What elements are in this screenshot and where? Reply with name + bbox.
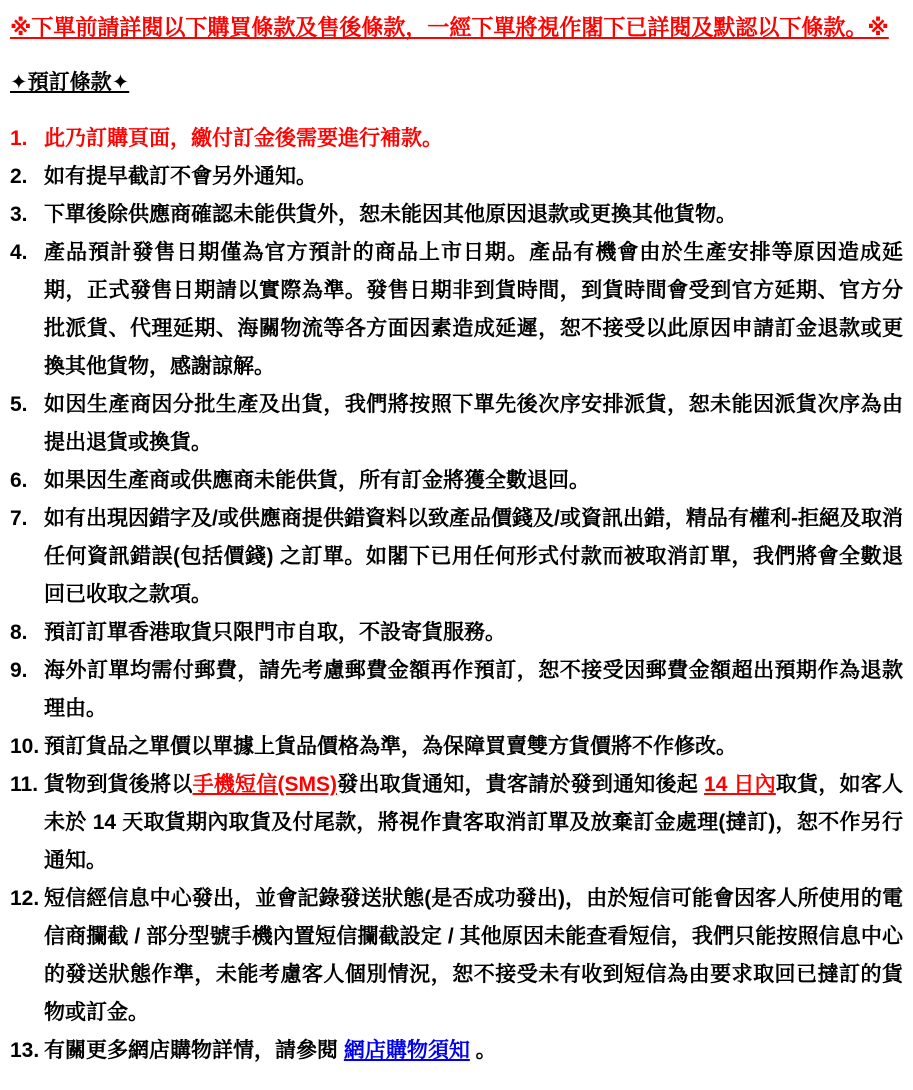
term-text	[44, 196, 903, 234]
highlighted-text: 手機短信(SMS)	[192, 772, 337, 796]
term-item	[10, 462, 903, 500]
term-number: 12.	[10, 886, 40, 910]
term-number: 10.	[10, 734, 40, 758]
term-segment: 海外訂單均需付郵費，請先考慮郵費金額再作預訂，恕不接受因郵費金額超出預期作為退款理由。	[44, 658, 903, 720]
term-text	[44, 120, 903, 158]
term-segment: 產品預計發售日期僅為官方預計的商品上市日期。產品有機會由於生產安排等原因造成延期，正式發售日期請以實際為準。發售日期非到貨時間，到貨時間會受到官方延期、官方分批派貨、代理延期、海關物流等各方面因素造成延遲，恕不接受以此原因申請訂金退款或更換其他貨物，感謝諒解。	[44, 240, 903, 378]
term-text	[44, 766, 903, 880]
term-text	[44, 500, 903, 614]
term-number: 11.	[10, 772, 39, 796]
term-text	[44, 386, 903, 462]
term-segment: 發出取貨通知，貴客請於發到通知後起	[336, 772, 705, 796]
term-item	[10, 766, 903, 880]
term-text	[44, 880, 903, 1032]
term-item	[10, 158, 903, 196]
term-item	[10, 234, 903, 386]
term-segment: 預訂貨品之單價以單據上貨品價格為準，為保障買賣雙方貨價將不作修改。	[44, 734, 737, 758]
term-item	[10, 614, 903, 652]
term-item	[10, 728, 903, 766]
term-segment: 如果因生產商或供應商未能供貨，所有訂金將獲全數退回。	[44, 468, 590, 492]
term-number: 5.	[10, 392, 28, 416]
highlighted-text: 14 日內	[704, 772, 776, 796]
term-segment: 貨物到貨後將以	[44, 772, 193, 796]
term-item	[10, 386, 903, 462]
term-number: 13.	[10, 1038, 40, 1062]
term-text	[44, 1032, 903, 1070]
term-segment: 下單後除供應商確認未能供貨外，恕未能因其他原因退款或更換其他貨物。	[44, 202, 737, 226]
term-segment: 如因生產商因分批生產及出貨，我們將按照下單先後次序安排派貨，恕未能因派貨次序為由提出退貨或換貨。	[44, 392, 903, 454]
purchase-warning-banner: ※下單前請詳閱以下購買條款及售後條款，一經下單將視作閣下已詳閱及默認以下條款。※	[10, 15, 889, 40]
term-segment: 如有提早截訂不會另外通知。	[44, 164, 317, 188]
term-segment: 如有出現因錯字及/或供應商提供錯資料以致產品價錢及/或資訊出錯，精品有權利-拒絕及取消任何資訊錯誤(包括價錢) 之訂單。如閣下已用任何形式付款而被取消訂單，我們將會全數退回已收取之款項。	[44, 506, 903, 606]
term-item	[10, 1032, 903, 1070]
term-number: 7.	[10, 506, 28, 530]
term-text	[44, 728, 903, 766]
term-text	[44, 462, 903, 500]
term-text	[44, 158, 903, 196]
section-title-preorder-terms: ✦預訂條款✦	[10, 70, 130, 94]
term-segment: 。	[469, 1038, 497, 1062]
term-item	[10, 500, 903, 614]
term-item	[10, 196, 903, 234]
term-text	[44, 652, 903, 728]
term-item	[10, 880, 903, 1032]
term-number: 9.	[10, 658, 28, 682]
store-shopping-guide-link[interactable]: 網店購物須知	[343, 1038, 470, 1062]
term-number: 8.	[10, 620, 28, 644]
term-item	[10, 652, 903, 728]
terms-list	[10, 120, 903, 1070]
term-number: 1.	[10, 126, 28, 150]
term-segment: 預訂訂單香港取貨只限門市自取，不設寄貨服務。	[44, 620, 506, 644]
term-number: 3.	[10, 202, 28, 226]
term-text	[44, 614, 903, 652]
term-segment: 此乃訂購頁面，繳付訂金後需要進行補款。	[44, 126, 443, 150]
term-item	[10, 120, 903, 158]
term-number: 4.	[10, 240, 28, 264]
term-text	[44, 234, 903, 386]
term-segment: 取貨，如客人未於 14 天取貨期內取貨及付尾款，將視作貴客取消訂單及放棄訂金處理(撻訂)，恕不作另行通知。	[44, 772, 904, 872]
term-segment: 有關更多網店購物詳情，請參閱	[44, 1038, 344, 1062]
term-number: 6.	[10, 468, 28, 492]
term-segment: 短信經信息中心發出，並會記錄發送狀態(是否成功發出)，由於短信可能會因客人所使用的電信商攔截 / 部分型號手機內置短信攔截設定 / 其他原因未能查看短信，我們只能按照信息中心的發送狀態作準，未能考慮客人個別情況，恕不接受未有收到短信為由要求取回已撻訂的貨物或訂金。	[44, 886, 903, 1024]
term-number: 2.	[10, 164, 28, 188]
